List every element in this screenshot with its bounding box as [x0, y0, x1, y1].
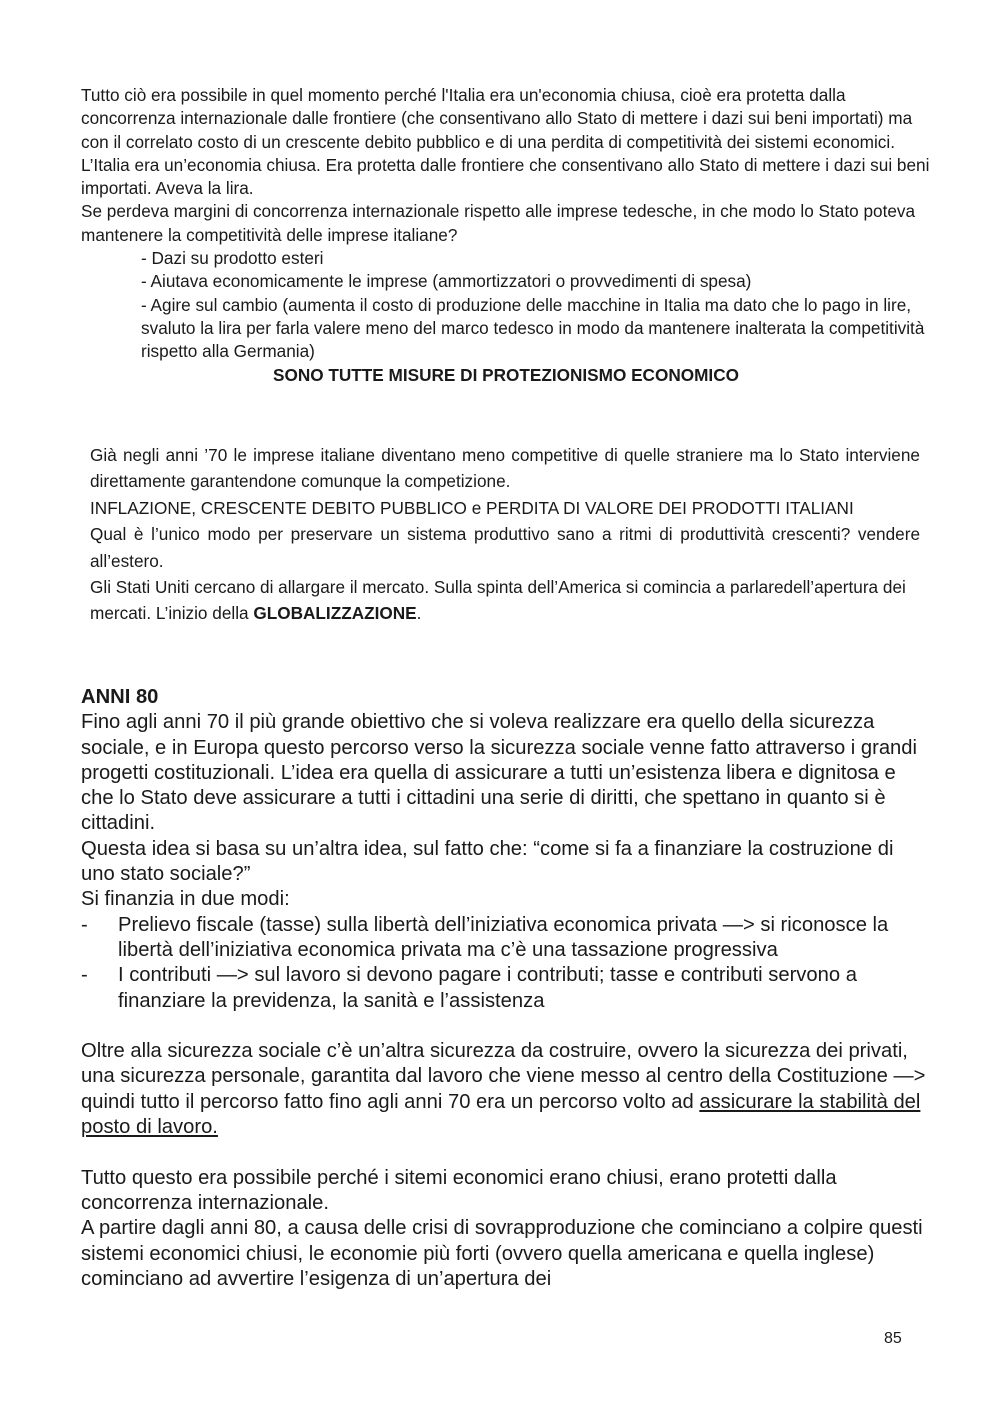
spacer: [81, 1014, 926, 1039]
section-eighties: [81, 685, 926, 1292]
text-span: .: [416, 603, 422, 624]
dash-bullet: -: [81, 964, 88, 987]
spacer: [81, 1140, 926, 1165]
text-span: Gli Stati Uniti cercano di allargare il mercato. Sulla spinta dell’America si comincia a parlaredell’apertura dei mercati. L’inizio della: [90, 577, 906, 624]
section-heading: ANNI 80: [81, 686, 159, 708]
paragraph: A partire dagli anni 80, a causa delle crisi di sovrapproduzione che cominciano a colpire questi sistemi economici chiusi, le economie più forti (ovvero quella americana e quella inglese) cominciano ad avvertire l’esigenza di un’apertura dei: [81, 1217, 923, 1290]
bold-term: GLOBALIZZAZIONE: [253, 603, 417, 624]
list-item-text: Prelievo fiscale (tasse) sulla libertà dell’iniziativa economica privata —> si riconosce la libertà dell’iniziativa economica privata ma c’è una tassazione progressiva: [118, 913, 889, 961]
paragraph: Già negli anni ’70 le imprese italiane diventano meno competitive di quelle straniere ma lo Stato interviene direttamente garantendone comunque la competizione.: [90, 445, 920, 492]
paragraph: L’Italia era un’economia chiusa. Era protetta dalle frontiere che consentivano allo Stato di mettere i dazi sui beni importati. Aveva la lira.: [81, 154, 930, 199]
list-item: [81, 963, 926, 1014]
paragraph: Tutto ciò era possibile in quel momento perché l'Italia era un'economia chiusa, cioè era protetta dalla concorrenza internazionale dalle frontiere (che consentivano allo Stato di mettere i dazi sui beni importati) ma con il correlato costo di un crescente debito pubblico e di una perdita di competitività dei sistemi economici.: [81, 85, 913, 152]
list-item: - Dazi su prodotto esteri: [141, 248, 324, 269]
paragraph: Si finanzia in due modi:: [81, 888, 290, 911]
list-item: - Agire sul cambio (aumenta il costo di produzione delle macchine in Italia ma dato che lo pago in lire, svaluto la lira per farla valere meno del marco tedesco in modo da mantenere inalterata la competitività rispetto alla Germania): [141, 294, 925, 362]
underlined-text: assicurare la stabilità del posto di lavoro.: [81, 1090, 921, 1139]
conclusion-heading: SONO TUTTE MISURE DI PROTEZIONISMO ECONOMICO: [273, 364, 739, 385]
paragraph: Fino agli anni 70 il più grande obiettivo che si voleva realizzare era quello della sicurezza sociale, e in Europa questo percorso verso la sicurezza sociale venne fatto attraverso i grandi progetti costituzionali. L’idea era quella di assicurare a tutti un’esistenza libera e dignitosa e che lo Stato deve assicurare a tutti i cittadini una serie di diritti, che spettano in quanto si è cittadini.: [81, 711, 917, 835]
paragraph: INFLAZIONE, CRESCENTE DEBITO PUBBLICO e PERDITA DI VALORE DEI PRODOTTI ITALIANI: [90, 497, 854, 518]
section-protectionism: [81, 84, 931, 387]
list-item: - Aiutava economicamente le imprese (ammortizzatori o provvedimenti di spesa): [141, 271, 752, 292]
list-item-text: I contributi —> sul lavoro si devono pagare i contributi; tasse e contributi servono a finanziare la previdenza, la sanità e l’assistenza: [118, 964, 857, 1012]
text-span: Oltre alla sicurezza sociale c’è un’altra sicurezza da costruire, ovvero la sicurezza dei privati, una sicurezza personale, garantita dal lavoro che viene messo al centro della Costituzione —> quindi tutto il percorso fatto fino agli anni 70 era un percorso volto ad: [81, 1040, 926, 1113]
paragraph: [81, 1039, 926, 1140]
paragraph: [90, 574, 920, 627]
list-item: [81, 913, 926, 964]
page-number: 85: [884, 1330, 902, 1347]
dash-bullet: -: [81, 913, 88, 936]
paragraph: Tutto questo era possibile perché i sitemi economici erano chiusi, erano protetti dalla concorrenza internazionale.: [81, 1166, 837, 1214]
section-seventies: [90, 442, 920, 627]
paragraph: Se perdeva margini di concorrenza internazionale rispetto alle imprese tedesche, in che modo lo Stato poteva mantenere la competitività delle imprese italiane?: [81, 201, 916, 245]
paragraph: Qual è l’unico modo per preservare un sistema produttivo sano a ritmi di produttività crescenti? vendere all’estero.: [90, 524, 920, 571]
paragraph: Questa idea si basa su un’altra idea, sul fatto che: “come si fa a finanziare la costruzione di uno stato sociale?”: [81, 837, 894, 886]
